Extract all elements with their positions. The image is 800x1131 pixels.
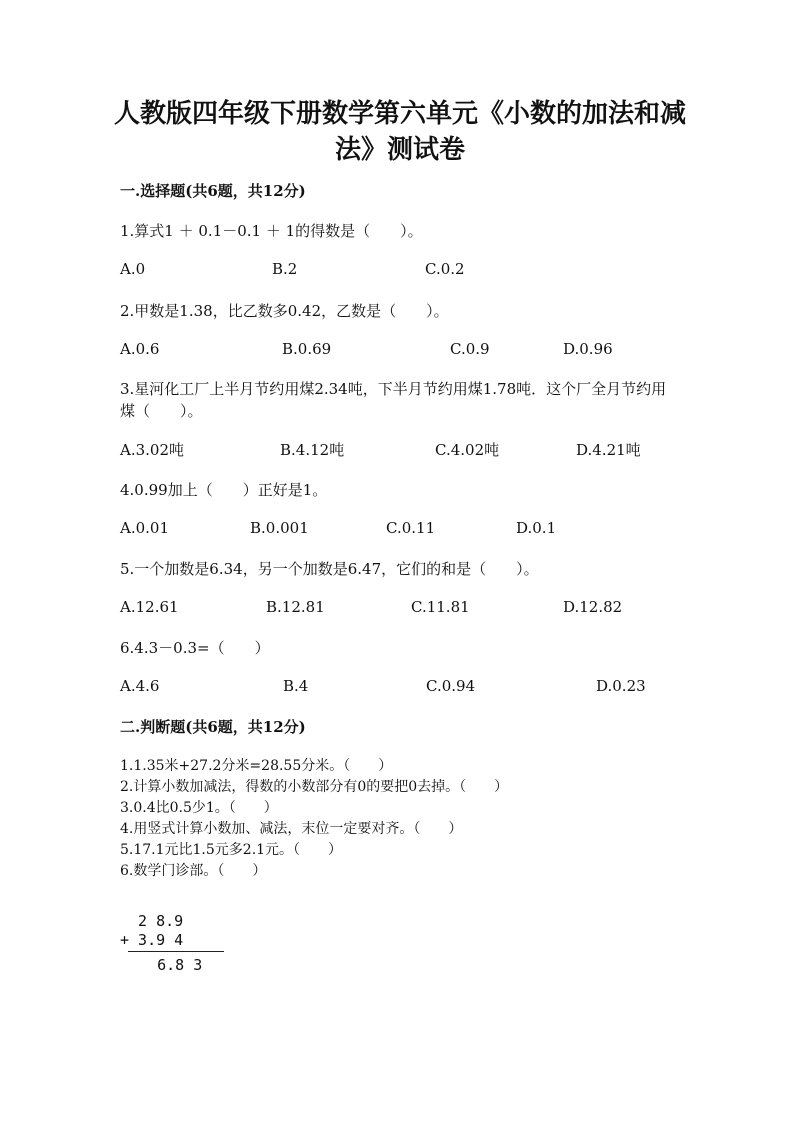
vertical-calc-addend-1: 2 8.9 xyxy=(120,912,184,930)
question-2-option-c: C.0.9 xyxy=(450,340,490,358)
page-title: 人教版四年级下册数学第六单元《小数的加法和减法》测试卷 xyxy=(113,99,686,165)
question-3-option-b: B.4.12吨 xyxy=(280,441,345,459)
question-4-option-d: D.0.1 xyxy=(516,519,557,537)
question-5-option-c: C.11.81 xyxy=(411,598,470,616)
question-6-option-a: A.4.6 xyxy=(120,677,160,695)
judgement-item-3: 3.0.4比0.5少1。（ ） xyxy=(120,800,278,816)
section-heading-judgement: 二.判断题(共6题，共12分) xyxy=(120,718,306,736)
judgement-item-2: 2.计算小数加减法，得数的小数部分有0的要把0去掉。（ ） xyxy=(120,779,509,795)
question-1-option-c: C.0.2 xyxy=(425,260,465,278)
question-6-option-c: C.0.94 xyxy=(426,677,476,695)
question-3-option-d: D.4.21吨 xyxy=(576,441,641,459)
question-4-option-b: B.0.001 xyxy=(250,519,309,537)
judgement-item-1: 1.1.35米+27.2分米=28.55分米。（ ） xyxy=(120,758,393,774)
section-heading-choice: 一.选择题(共6题，共12分) xyxy=(120,182,306,200)
question-1-stem: 1.算式1 ＋ 0.1－0.1 ＋ 1的得数是（ ）。 xyxy=(120,222,423,240)
question-2-option-a: A.0.6 xyxy=(120,340,160,358)
question-6-stem: 6.4.3－0.3=（ ） xyxy=(120,639,270,657)
question-5-option-b: B.12.81 xyxy=(266,598,325,616)
vertical-calc-addend-2: + 3.9 4 xyxy=(120,931,184,949)
question-2-stem: 2.甲数是1.38，比乙数多0.42，乙数是（ ）。 xyxy=(120,302,449,320)
question-3-option-c: C.4.02吨 xyxy=(435,441,500,459)
question-1-option-b: B.2 xyxy=(272,260,298,278)
question-3-stem: 3.星河化工厂上半月节约用煤2.34吨，下半月节约用煤1.78吨．这个厂全月节约用煤（ ）。 xyxy=(120,380,667,420)
question-6-option-b: B.4 xyxy=(283,677,309,695)
question-5-option-d: D.12.82 xyxy=(563,598,623,616)
question-1-option-a: A.0 xyxy=(120,260,146,278)
question-6-option-d: D.0.23 xyxy=(596,677,646,695)
vertical-calc-result: 6.8 3 xyxy=(130,956,203,974)
question-3-option-a: A.3.02吨 xyxy=(120,441,184,459)
question-4-option-c: C.0.11 xyxy=(386,519,436,537)
judgement-item-6: 6.数学门诊部。（ ） xyxy=(120,863,267,879)
question-4-stem: 4.0.99加上（ ）正好是1。 xyxy=(120,481,328,499)
question-5-option-a: A.12.61 xyxy=(120,598,179,616)
question-2-option-d: D.0.96 xyxy=(563,340,613,358)
question-4-option-a: A.0.01 xyxy=(120,519,169,537)
question-2-option-b: B.0.69 xyxy=(282,340,332,358)
vertical-calc-divider xyxy=(128,951,224,952)
judgement-item-5: 5.17.1元比1.5元多2.1元。（ ） xyxy=(120,842,343,858)
question-5-stem: 5.一个加数是6.34，另一个加数是6.47，它们的和是（ ）。 xyxy=(120,560,539,578)
judgement-item-4: 4.用竖式计算小数加、减法，末位一定要对齐。（ ） xyxy=(120,821,463,837)
